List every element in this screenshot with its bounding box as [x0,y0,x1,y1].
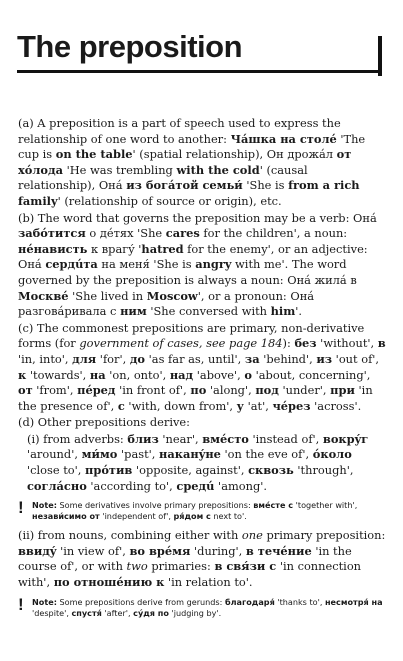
text: Some derivatives involve primary prepositions: [56,500,254,511]
header [17,28,382,73]
text: 'towards', [26,367,90,382]
text: 'independent of', [99,511,174,522]
preposition: вокрýг [322,431,369,446]
preposition: под [255,383,279,398]
emphasis: one [241,528,263,543]
russian-example: ним [120,304,147,319]
text: (ii) from nouns, combining either with [18,528,242,543]
text: for the enemy', or an adjective: Онá [18,241,368,272]
preposition: ввидý [18,543,57,558]
text: 'in the presence of', [18,383,373,413]
preposition: óколо [312,447,352,462]
preposition: пéред [77,383,116,398]
text: 'in view of', [56,543,130,558]
text: (a) A preposition is a part of speech used to express the relationship of one word to another: [18,116,341,146]
preposition: вмéсте с [253,500,294,511]
preposition: с [117,398,125,413]
text: 'in, into', [18,351,73,366]
preposition: сýдя по [133,607,169,618]
preposition: на [89,367,106,382]
cross-reference: government of cases, see page 184 [79,336,283,351]
text: 'opposite, against', [132,463,249,478]
text: 'She is [242,178,289,193]
text: 'through', [293,463,354,478]
preposition: во врéмя [129,543,191,558]
paragraph-d-heading: (d) Other prepositions derive: [18,415,190,430]
preposition: по [190,383,207,398]
russian-example: из богáтой семьи́ [126,178,243,193]
text: 'judging by'. [168,607,222,618]
text: 'at', [243,398,273,413]
note-label: Note: [32,596,57,607]
text: 'The cup is [18,131,366,162]
preposition: незави́симо от [32,511,100,522]
preposition: соглáсно [27,478,87,493]
preposition: над [169,367,194,382]
text: 'on the eve of', [220,447,313,462]
english-gloss: cares [165,226,200,241]
preposition: благодаря́ [224,596,275,607]
preposition: ми́мо [81,447,118,462]
text: 'She lived in [68,288,147,303]
text: (b) The word that governs the preposition may be a verb: Онá [18,210,377,225]
preposition: из [316,351,333,366]
preposition: несмотря́ на [324,596,383,607]
text: 'under', [278,383,331,398]
text: primary preposition: [262,528,386,543]
preposition: вмéсто [202,431,249,446]
english-gloss: him [270,304,296,319]
text: 'in the course of', or with [18,543,352,574]
text: 'about, concerning', [252,367,371,382]
english-gloss: on the table [55,147,133,162]
text: for the children', a noun: [199,226,348,241]
exclamation-icon: ! [18,498,24,518]
text: 'close to', [27,463,86,478]
preposition: наканýне [159,447,221,462]
russian-example: Москвé [18,288,69,303]
preposition: за [244,351,260,366]
text: ', or a pronoun: Онá разговáривала с [18,288,315,319]
text: '. [295,304,303,319]
preposition: при [330,383,355,398]
preposition: для [72,351,97,366]
text: with me'. The word governed by the preposition is always a noun: Онá жилá в [18,257,357,287]
preposition: по отношéнию к [53,575,165,590]
text: 'among'. [214,478,268,493]
preposition: в [377,336,386,351]
english-gloss: hatred [141,241,184,256]
paragraph-a [18,116,388,210]
preposition: ря́дом с [173,511,211,522]
text: 'behind', [259,351,317,366]
text: ): [282,336,295,351]
preposition: к [18,367,27,382]
page-title: The preposition [17,29,242,64]
text: 'as far as, until', [145,351,245,366]
preposition: без [294,336,317,351]
preposition: в течéние [245,543,312,558]
text: ' (spatial relationship), Он дрожáл [132,147,337,162]
text: ' (causal relationship), Онá [18,162,308,193]
emphasis: two [126,559,148,574]
text: к врагý ' [87,241,142,256]
text: 'with, down from', [124,398,237,413]
note-derivatives [18,500,388,522]
note-gerunds [18,594,388,619]
text: 'around', [27,447,82,462]
text: 'instead of', [248,431,323,446]
text: 'above', [193,367,245,382]
english-gloss: Moscow [146,288,198,303]
text: 'for', [96,351,130,366]
paragraph-d-ii [18,528,388,590]
text: (i) from adverbs: [27,431,128,446]
preposition: чéрез [272,398,311,413]
text: 'along', [206,383,256,398]
text: 'from', [32,383,78,398]
text: 'according to', [86,478,177,493]
note-label: Note: [32,500,57,511]
text: 'during', [190,543,246,558]
text: 'together with', [293,500,358,511]
preposition: у [236,398,244,413]
russian-example: Чáшка на столé [230,131,337,146]
preposition: от [18,383,33,398]
russian-example: забóтится [18,226,86,241]
text: Some prepositions derive from gerunds: [56,596,225,607]
preposition: спустя́ [71,607,102,618]
preposition: средú [176,478,215,493]
english-gloss: with the cold [176,162,260,177]
main-content [18,116,388,625]
english-gloss: angry [195,257,232,272]
text: 'after', [101,607,134,618]
preposition: близ [127,431,159,446]
russian-example: нéнависть [18,241,88,256]
paragraph-b [18,211,388,320]
text: primaries: [147,559,215,574]
preposition: до [129,351,146,366]
text: 'in connection with', [18,559,362,590]
preposition: сквозь [248,463,294,478]
text: ' (relationship of source or origin), etc. [57,193,282,208]
paragraph-c [18,321,388,415]
preposition: о [244,367,253,382]
title-vertical-rule [378,36,382,76]
text: 'without', [316,336,378,351]
russian-example: сердúта [45,257,98,272]
text: next to'. [210,511,247,522]
text: (c) The commonest prepositions are primary, non-derivative forms (for [18,320,365,351]
text: 'near', [158,431,203,446]
preposition: в свя́зи с [214,559,277,574]
text: 'on, onto', [105,367,170,382]
text: 'thanks to', [274,596,325,607]
text: 'in relation to'. [164,575,253,590]
russian-example: от хóлода [18,147,352,177]
text: о дéтях 'She [85,226,166,241]
text: на меня́ 'She is [97,257,196,272]
preposition: прóтив [85,463,133,478]
exclamation-icon: ! [18,594,24,614]
text: 'across'. [310,398,362,413]
text: 'despite', [32,607,72,618]
text: 'out of', [332,351,380,366]
english-gloss: from a rich family [18,178,360,208]
text: 'He was trembling [63,162,177,177]
text: 'in front of', [115,383,191,398]
text: 'She conversed with [146,304,271,319]
paragraph-d-i [27,432,388,494]
text: 'past', [117,447,160,462]
